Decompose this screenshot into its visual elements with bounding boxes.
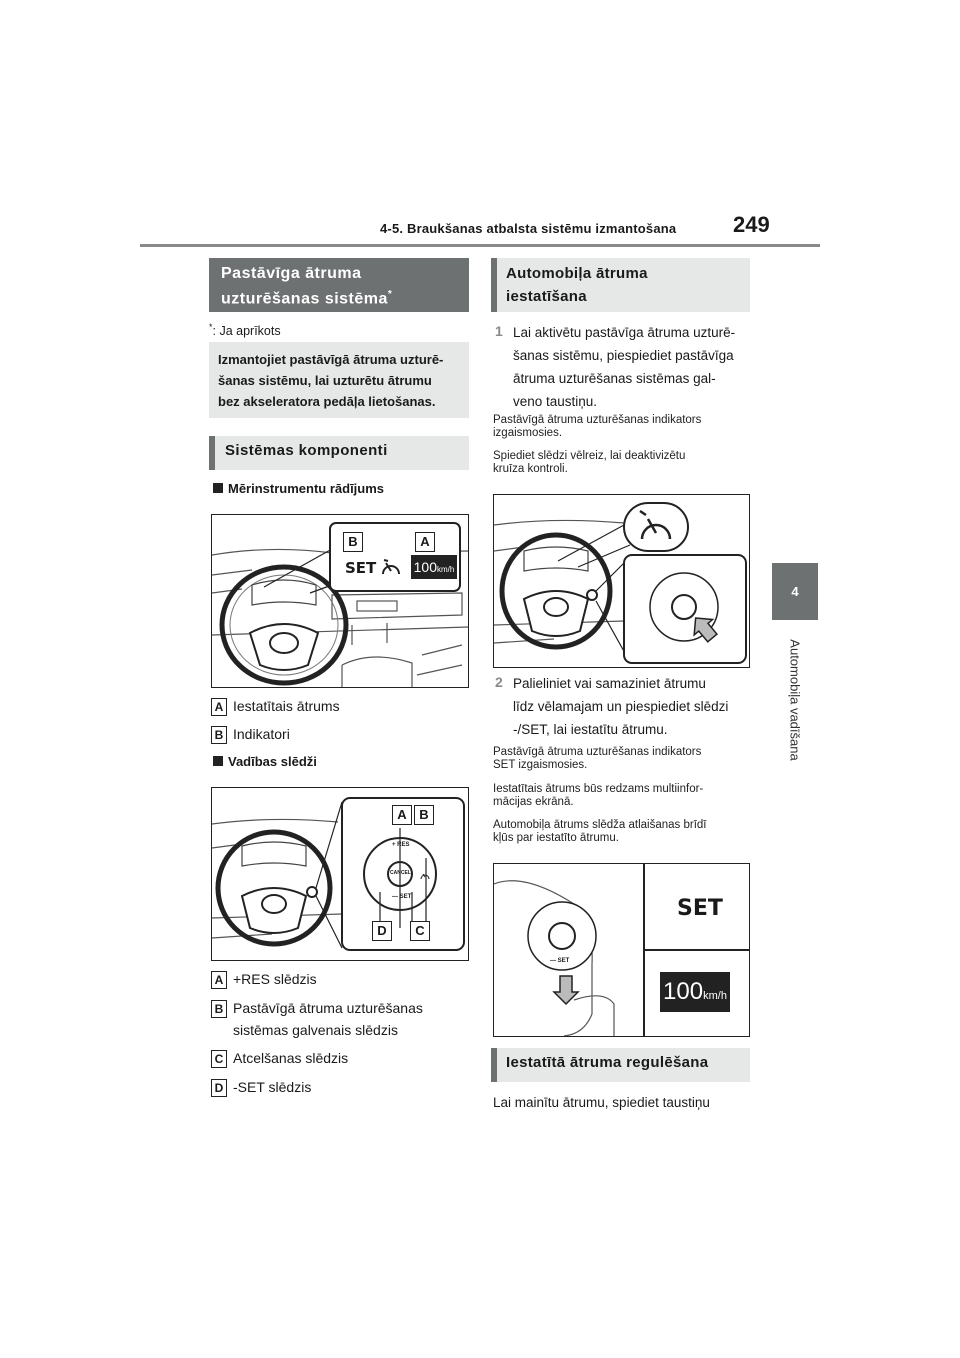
legend-item: A +RES slēdzis (211, 969, 317, 990)
legend-item: D -SET slēdzis (211, 1077, 311, 1098)
page-number: 249 (733, 212, 770, 237)
res-label: + RES (392, 842, 410, 848)
callout-label-b: B (343, 532, 363, 552)
step-number: 2 (495, 674, 503, 690)
main-switch-figure (493, 494, 750, 668)
main-heading-line1: Pastāvīga ātruma (221, 265, 362, 282)
cruise-switch-icon (420, 868, 430, 886)
set-speed-heading (491, 258, 750, 312)
intro-line: Izmantojiet pastāvīgā ātruma uzturē- (218, 352, 444, 367)
intro-box (209, 342, 469, 418)
callout-label-b: B (414, 805, 434, 825)
legend-letter: C (211, 1050, 227, 1068)
note: Automobiļa ātrums slēdža atlaišanas brīdī kļūs par iestatīto ātrumu. (493, 819, 707, 844)
square-bullet-icon (213, 483, 223, 493)
chapter-title (772, 610, 818, 790)
step-number: 1 (495, 323, 503, 339)
header-rule (140, 244, 820, 247)
main-switch-illustration (494, 495, 749, 667)
adjust-text: Lai mainītu ātrumu, spiediet taustiņu (493, 1095, 710, 1110)
set-speed-display: 100km/h (660, 972, 730, 1012)
main-heading (209, 258, 469, 312)
set-speed-figure (493, 863, 750, 1037)
switches-figure (211, 787, 469, 961)
legend-letter: D (211, 1079, 227, 1097)
legend-item: B Pastāvīgā ātruma uzturēšanas (211, 998, 423, 1019)
note: Iestatītais ātrums būs redzams multiinfor- mācijas ekrānā. (493, 783, 704, 808)
legend-letter: A (211, 698, 227, 716)
components-heading: Sistēmas komponenti (209, 436, 469, 470)
adjust-heading: Iestatītā ātruma regulēšana (491, 1048, 750, 1082)
footnote: *: Ja aprīkots (209, 322, 281, 339)
legend-letter: A (211, 971, 227, 989)
legend-letter: B (211, 1000, 227, 1018)
legend-item-continued: sistēmas galvenais slēdzis (233, 1022, 398, 1038)
heading-line: iestatīšana (506, 288, 587, 305)
step-2-text: Palieliniet vai samaziniet ātrumu līdz vēlamajam un piespiediet slēdzi -/SET, lai iestatītu ātrumu. (513, 676, 729, 737)
note: Pastāvīgā ātruma uzturēšanas indikators SET izgaismosies. (493, 746, 702, 771)
set-indicator: SET (345, 559, 377, 577)
legend-item: B Indikatori (211, 724, 290, 745)
legend-item: C Atcelšanas slēdzis (211, 1048, 348, 1069)
callout-label-d: D (372, 921, 392, 941)
chapter-tab: 4 (772, 563, 818, 620)
callout-label-a: A (415, 532, 435, 552)
callout-label-c: C (410, 921, 430, 941)
set-speed-display: 100km/h (411, 555, 457, 579)
gauges-figure (211, 514, 469, 688)
cancel-label: CANCEL (390, 870, 411, 876)
switches-heading: Vadības slēdži (213, 754, 317, 769)
legend-item: A Iestatītais ātrums (211, 696, 340, 717)
note: Pastāvīgā ātruma uzturēšanas indikators izgaismosies. (493, 414, 702, 439)
legend-letter: B (211, 726, 227, 744)
main-heading-line2: uzturēšanas sistēma* (221, 289, 393, 308)
set-label: — SET (392, 894, 412, 900)
intro-line: šanas sistēmu, lai uzturētu ātrumu (218, 373, 432, 388)
step-1-text: Lai aktivētu pastāvīga ātruma uzturē- šanas sistēmu, piespiediet pastāvīga ātruma uzturēšanas sistēmas gal- veno taustiņu. (513, 325, 736, 409)
intro-line: bez akseleratora pedāļa lietošanas. (218, 394, 436, 409)
set-indicator: SET (677, 896, 723, 921)
note: Spiediet slēdzi vēlreiz, lai deaktivizētu kruīza kontroli. (493, 450, 686, 475)
heading-line: Automobiļa ātruma (506, 265, 648, 282)
gauges-heading: Mērinstrumentu rādījums (213, 481, 384, 496)
callout-label-a: A (392, 805, 412, 825)
cruise-control-icon (380, 557, 402, 584)
square-bullet-icon (213, 756, 223, 766)
switch-set-label: — SET (550, 958, 570, 964)
section-title: 4-5. Braukšanas atbalsta sistēmu izmantošana (380, 221, 677, 236)
chapter-title-text: Automobiļa vadīšana (787, 639, 803, 761)
